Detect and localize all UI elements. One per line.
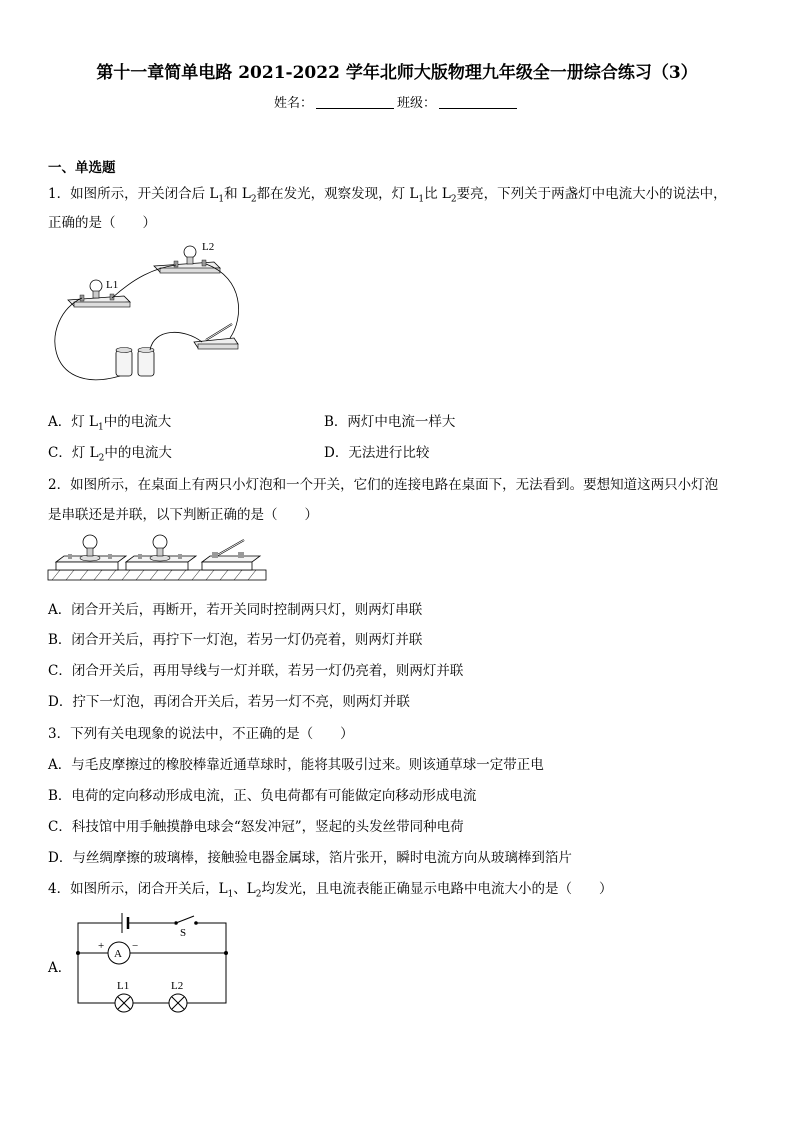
q1-circuit-figure	[44, 238, 244, 398]
q2-option-c[interactable]: C．闭合开关后，再用导线与一灯并联，若另一灯仍亮着，则两灯并联	[48, 663, 464, 679]
q1-option-b[interactable]: B．两灯中电流一样大	[324, 414, 456, 430]
q4-circuit-diagram	[70, 905, 240, 1025]
name-blank[interactable]	[316, 96, 394, 109]
q2-option-a[interactable]: A．闭合开关后，再断开，若开关同时控制两只灯，则两灯串联	[48, 602, 423, 618]
q4-label-l1: L1	[117, 980, 130, 992]
q4-option-a-label[interactable]: A．	[48, 960, 72, 976]
q3-option-c[interactable]: C．科技馆中用手触摸静电球会“怒发冲冠”，竖起的头发丝带同种电荷	[48, 819, 464, 835]
q3-option-a[interactable]: A．与毛皮摩擦过的橡胶棒靠近通草球时，能将其吸引过来。则该通草球一定带正电	[48, 757, 544, 773]
q2-option-d[interactable]: D．拧下一灯泡，再闭合开关后，若另一灯不亮，则两灯并联	[48, 694, 410, 710]
q4-ammeter-label: A	[114, 948, 122, 960]
page-title: 第十一章简单电路 2021-2022 学年北师大版物理九年级全一册综合练习（3）	[96, 63, 698, 83]
q3-option-b[interactable]: B．电荷的定向移动形成电流，正、负电荷都有可能做定向移动形成电流	[48, 788, 477, 804]
q1-option-a[interactable]: A．灯 $L_1$中的电流大	[48, 414, 172, 433]
q3-stem: 3．下列有关电现象的说法中，不正确的是（ ）	[48, 726, 354, 742]
q2-table-figure	[46, 528, 268, 584]
q4-lamp-l1	[115, 994, 133, 1012]
section-title: 一、单选题	[48, 160, 116, 176]
q4-label-l2: L2	[171, 980, 184, 992]
student-info	[0, 92, 794, 111]
q4-stem: 4．如图所示，闭合开关后，$L_1$、$L_2$均发光，且电流表能正确显示电路中电流大小的是（ ）	[48, 881, 613, 900]
q2-stem-line2: 是串联还是并联，以下判断正确的是（ ）	[48, 507, 318, 523]
class-label: 班级：	[397, 96, 437, 111]
q2-stem-line1: 2．如图所示，在桌面上有两只小灯泡和一个开关，它们的连接电路在桌面下，无法看到。要想知道这两只小灯泡	[48, 477, 719, 493]
q2-option-b[interactable]: B．闭合开关后，再拧下一灯泡，若另一灯仍亮着，则两灯并联	[48, 632, 423, 648]
name-label: 姓名：	[273, 96, 313, 111]
q3-option-d[interactable]: D．与丝绸摩擦的玻璃棒，接触验电器金属球，箔片张开，瞬时电流方向从玻璃棒到箔片	[48, 850, 572, 866]
q4-switch-label: S	[180, 927, 187, 939]
class-blank[interactable]	[439, 96, 517, 109]
q4-lamp-l2	[169, 994, 187, 1012]
q4-ammeter-plus: +	[98, 940, 105, 952]
q1-option-d[interactable]: D．无法进行比较	[324, 445, 430, 461]
q1-stem-line2: 正确的是（ ）	[48, 215, 156, 231]
q4-ammeter-minus: −	[132, 940, 139, 952]
q1-fig-label-l2: L2	[202, 241, 215, 253]
q1-fig-label-l1: L1	[106, 279, 119, 291]
q1-stem-line1: 1．如图所示，开关闭合后 $L_1$和 $L_2$都在发光，观察发现，灯 $L_1$比 $L_2$要亮，下列关于两盏灯中电流大小的说法中，	[48, 186, 727, 205]
q1-option-c[interactable]: C．灯 $L_2$中的电流大	[48, 445, 172, 464]
